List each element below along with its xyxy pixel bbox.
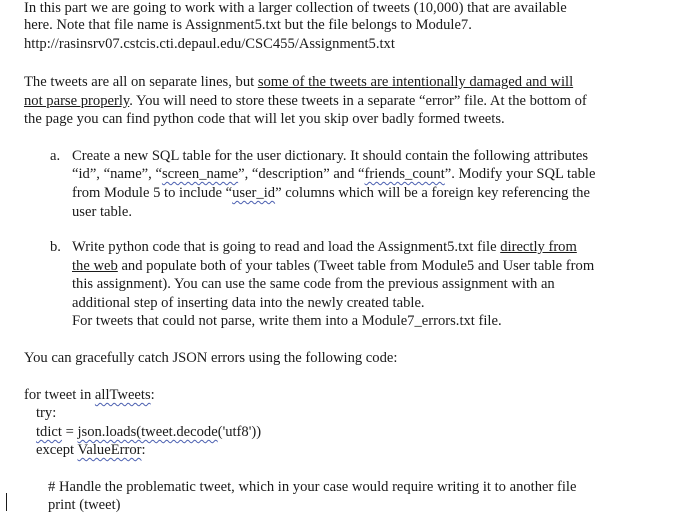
item-a-marker: a. (50, 148, 61, 164)
user-id-spell: user_id (232, 185, 276, 201)
item-b-line-5: For tweets that could not parse, write them into a Module7_errors.txt file. (72, 313, 502, 329)
code-line-5: # Handle the problematic tweet, which in your case would require writing it to another file (48, 479, 577, 495)
item-b-line-4: additional step of inserting data into the newly created table. (72, 295, 425, 311)
code-line-2: try: (36, 405, 57, 421)
item-a-line-4: user table. (72, 204, 132, 220)
code-line-6: print (tweet) (48, 497, 121, 513)
para2-line-3: the page you can find python code that will let you skip over badly formed tweets. (24, 111, 505, 127)
json-note: You can gracefully catch JSON errors using the following code: (24, 350, 398, 366)
tdict-spell: tdict (36, 424, 62, 440)
valueerror-spell: ValueError (77, 442, 142, 458)
item-a-line-1: Create a new SQL table for the user dictionary. It should contain the following attributes (72, 148, 589, 164)
code-line-3: tdict = json.loads(tweet.decode('utf8')) (36, 424, 262, 440)
para2-line-1: The tweets are all on separate lines, but some of the tweets are intentionally damaged and will (24, 74, 574, 90)
screen-name-spell: screen_name (161, 166, 239, 182)
para2-line-2: not parse properly. You will need to store these tweets in a separate “error” file. At the bottom of (24, 93, 587, 109)
not-parse-properly-underline: not parse properly (24, 93, 130, 109)
assignment-url: http://rasinsrv07.cstcis.cti.depaul.edu/CSC455/Assignment5.txt (24, 36, 395, 52)
code-line-1: for tweet in allTweets: (24, 387, 155, 403)
item-a-line-3: from Module 5 to include “user_id” columns which will be a foreign key referencing the (72, 185, 590, 201)
json-loads-spell: json.loads(tweet.decode (77, 424, 218, 440)
intro-line-2: here. Note that file name is Assignment5.txt but the file belongs to Module7. (24, 17, 472, 33)
directly-from-underline: directly from (500, 239, 577, 255)
the-web-underline: the web (72, 258, 118, 274)
intro-line-1: In this part we are going to work with a larger collection of tweets (10,000) that are available (24, 0, 567, 16)
damaged-tweets-underline: some of the tweets are intentionally damaged and will (257, 74, 574, 90)
item-b-marker: b. (50, 239, 61, 255)
friends-count-spell: friends_count (364, 166, 445, 182)
code-line-4: except ValueError: (36, 442, 146, 458)
item-a-line-2: “id”, “name”, “screen_name”, “description” and “friends_count”. Modify your SQL table (72, 166, 596, 182)
alltweets-spell: allTweets (94, 387, 151, 403)
item-b-line-1: Write python code that is going to read and load the Assignment5.txt file directly from (72, 239, 577, 255)
item-b-line-3: this assignment). You can use the same code from the previous assignment with an (72, 276, 555, 292)
text-cursor (6, 493, 7, 511)
item-b-line-2: the web and populate both of your tables (Tweet table from Module5 and User table from (72, 258, 595, 274)
